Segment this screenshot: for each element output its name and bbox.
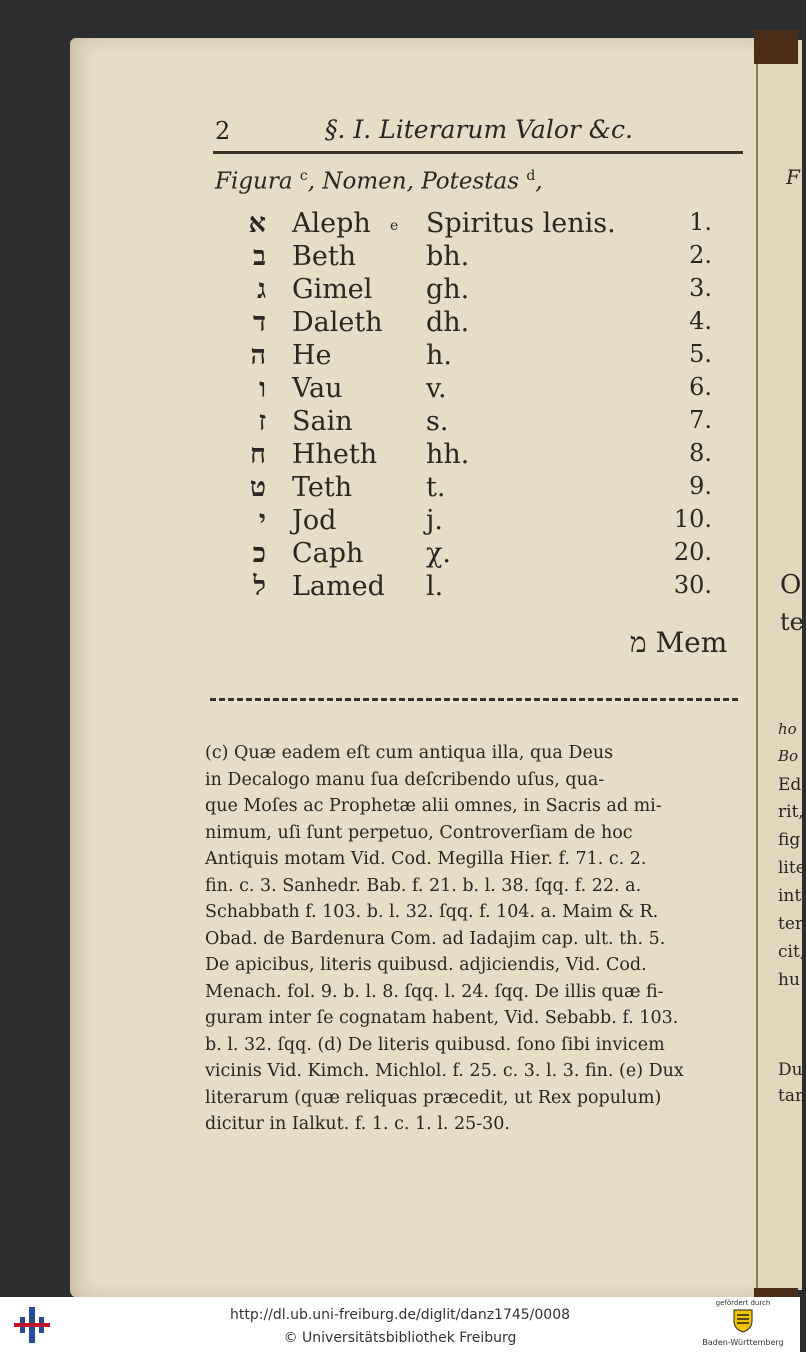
letter-potestas: hh. [426, 439, 470, 470]
footnote-line: in Decalogo manu ſua deſcribendo uſus, qua- [205, 769, 605, 790]
fragment: tan [778, 1086, 806, 1106]
letter-name: Sain [292, 406, 353, 437]
table-row [0, 406, 740, 439]
hebrew-letter: ח [250, 439, 266, 470]
table-row [0, 274, 740, 307]
footnote-line: dicitur in Ialkut. f. 1. c. 1. l. 25-30. [205, 1114, 510, 1134]
letter-value: 6. [689, 373, 712, 401]
hebrew-letter: ד [253, 307, 266, 338]
hebrew-letter: י [258, 505, 266, 536]
page-tab-top [754, 30, 798, 64]
table-row [0, 472, 740, 505]
letter-value: 8. [689, 439, 712, 467]
letter-potestas: gh. [426, 274, 470, 305]
table-row [0, 571, 740, 604]
copyright: © Universitätsbibliothek Freiburg [283, 1330, 517, 1346]
letter-name: Vau [292, 373, 343, 404]
letter-value: 1. [689, 208, 712, 236]
letter-potestas: v. [426, 373, 447, 404]
footnote-line: Menach. fol. 9. b. l. 8. ſqq. l. 24. ſqq. De illis quæ fi- [205, 981, 664, 1002]
fragment: Ed [778, 775, 802, 795]
hebrew-letter: ט [249, 472, 266, 503]
letter-name: Jod [292, 505, 337, 536]
letter-name: Beth [292, 241, 357, 272]
letter-value: 2. [689, 241, 712, 269]
letter-potestas: s. [426, 406, 449, 437]
catchword: מ Mem [630, 626, 728, 659]
footnote-line: nimum, uſi ſunt perpetuo, Controverſiam de hoc [205, 822, 633, 843]
letter-name: Aleph [292, 208, 371, 239]
fragment: fig [778, 830, 801, 850]
fragment: hu [778, 970, 800, 990]
sponsor-name: Baden-Württemberg [702, 1338, 784, 1347]
footnote-line: Schabbath f. 103. b. l. 32. ſqq. f. 104. a. Maim & R. [205, 902, 659, 922]
letter-name: He [292, 340, 332, 371]
table-row [0, 241, 740, 274]
fragment: F [786, 165, 800, 189]
letter-value: 20. [673, 538, 712, 566]
footnote-rule [210, 698, 738, 701]
letter-name: Hheth [292, 439, 378, 470]
heading-figura: Figura [215, 168, 293, 195]
letter-value: 4. [689, 307, 712, 335]
fragment: ter [778, 914, 804, 934]
fragment: cit, [778, 942, 806, 962]
letter-value: 3. [689, 274, 712, 302]
sponsor [688, 1297, 798, 1352]
letter-value: 30. [673, 571, 712, 599]
letter-value: 5. [689, 340, 712, 368]
hebrew-letter: א [248, 208, 266, 239]
footnote-line: literarum (quæ reliquas præcedit, ut Rex populum) [205, 1087, 662, 1108]
header-rule [213, 151, 743, 154]
heading-potestas: Potestas [421, 168, 519, 195]
table-row [0, 439, 740, 472]
letter-value: 9. [689, 472, 712, 500]
letter-name: Lamed [292, 571, 385, 602]
hebrew-letter: ב [252, 241, 266, 272]
footnote-line: vicinis Vid. Kimch. Michlol. f. 25. c. 3. l. 3. fin. (e) Dux [205, 1061, 684, 1081]
letter-potestas: χ. [426, 538, 451, 569]
hebrew-letter: ג [257, 274, 266, 305]
table-row [0, 373, 740, 406]
fragment: O [780, 570, 802, 600]
table-row [0, 208, 740, 241]
footnote-line: (c) Quæ eadem eſt cum antiqua illa, qua Deus [205, 743, 614, 763]
fragment: rit, [778, 802, 804, 822]
hebrew-letter: ו [259, 373, 266, 404]
table-row [0, 340, 740, 373]
footnote-block [205, 740, 735, 1138]
letter-potestas: t. [426, 472, 446, 503]
page-header [215, 112, 735, 152]
letter-name: Daleth [292, 307, 383, 338]
document-url[interactable]: http://dl.ub.uni-freiburg.de/diglit/danz1745/0008 [229, 1307, 571, 1323]
letter-name: Caph [292, 538, 364, 569]
fragment: lite [778, 858, 806, 878]
letter-potestas: l. [426, 571, 444, 602]
hebrew-letter: ה [250, 340, 266, 371]
hebrew-letter: ז [258, 406, 266, 437]
letter-value: 7. [689, 406, 712, 434]
letter-potestas: bh. [426, 241, 470, 272]
footnote-mark-d: d [526, 168, 536, 184]
footnote-line: De apicibus, literis quibusd. adjiciendis, Vid. Cod. [205, 955, 647, 975]
footnote-mark-e: e [390, 218, 399, 234]
hebrew-letter: כ [252, 538, 266, 569]
viewer-footer [0, 1297, 800, 1352]
letter-name: Gimel [292, 274, 373, 305]
letter-potestas: j. [426, 505, 443, 536]
hebrew-letter: ל [253, 571, 266, 602]
letter-value: 10. [673, 505, 712, 533]
footnote-line: fin. c. 3. Sanhedr. Bab. f. 21. b. l. 38. ſqq. f. 22. a. [205, 875, 642, 896]
letter-potestas: Spiritus lenis. [426, 208, 616, 239]
letter-potestas: h. [426, 340, 452, 371]
letter-name: Teth [292, 472, 353, 503]
letter-potestas: dh. [426, 307, 470, 338]
footnote-line: que Moſes ac Prophetæ alii omnes, in Sacris ad mi- [205, 796, 662, 816]
footnote-mark-c: c [299, 168, 308, 184]
table-row [0, 538, 740, 571]
fragment: int [778, 886, 802, 906]
running-title: §. I. Literarum Valor &c. [325, 115, 633, 144]
footnote-line: Antiquis motam Vid. Cod. Megilla Hier. f. 71. c. 2. [205, 849, 647, 869]
footnote-line: b. l. 32. ſqq. (d) De literis quibusd. ſono ſibi invicem [205, 1034, 665, 1055]
footnote-line: guram inter ſe cognatam habent, Vid. Sebabb. f. 103. [205, 1008, 679, 1028]
fragment: Bo [778, 747, 799, 765]
fragment: te [780, 608, 804, 636]
coat-of-arms-icon [731, 1307, 755, 1333]
footnote-line: Obad. de Bardenura Com. ad Iadajim cap. ult. th. 5. [205, 928, 666, 949]
fragment: Du [778, 1060, 803, 1080]
column-headings: Figura $^c$, Nomen, Potestas $^d$, [215, 168, 543, 195]
next-page-edge [756, 40, 806, 1290]
fragment: ho [778, 720, 797, 738]
table-row [0, 307, 740, 340]
heading-nomen: Nomen [322, 168, 407, 195]
table-row [0, 505, 740, 538]
page-number: 2 [215, 117, 231, 145]
sponsor-label: gefördert durch [715, 1299, 771, 1307]
